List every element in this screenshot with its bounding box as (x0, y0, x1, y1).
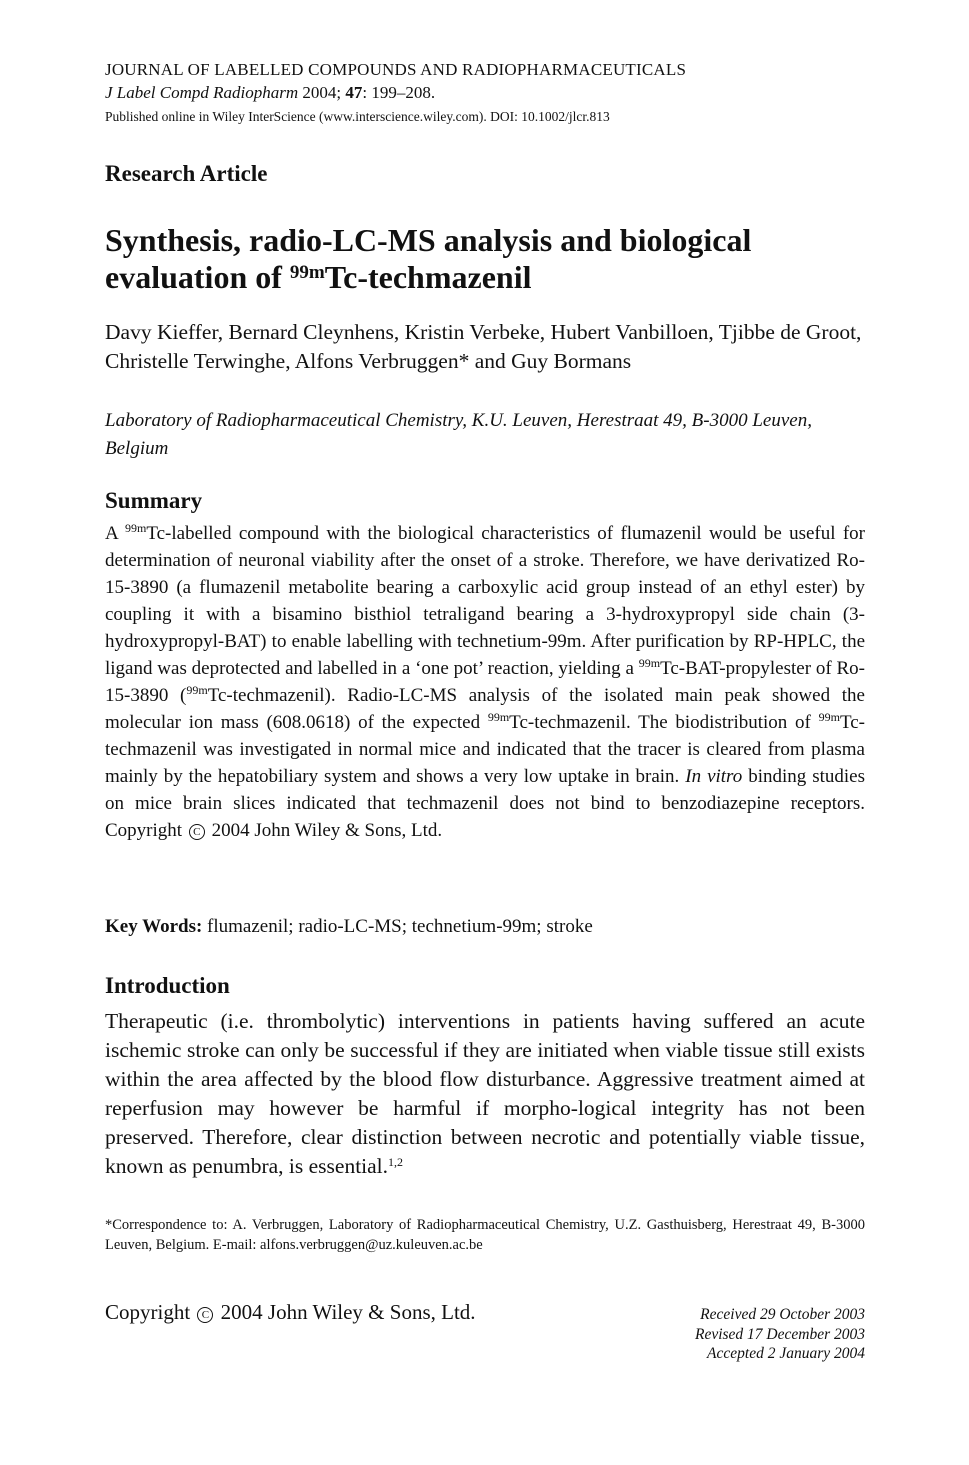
summary-run-1: A (105, 523, 125, 544)
summary-run-9: 2004 John Wiley & Sons, Ltd. (206, 820, 443, 841)
keywords-label: Key Words: (105, 916, 203, 937)
article-type: Research Article (105, 161, 268, 186)
introduction-body: Therapeutic (i.e. thrombolytic) interventions in patients having suffered an acute ischemic stroke can only be successful if they are initiated when viable tissue still exists within the area affected by the blood flow disturbance. Aggressive treatment aimed at reperfusion may however be harmful if morpho-logical integrity has not been preserved. Therefore, clear distinction between necrotic and potentially viable tissue, known as penumbra, is essential. (105, 1009, 865, 1178)
summary-sup-1: 99m (125, 521, 147, 535)
introduction-text (105, 1007, 865, 1181)
introduction-reference: 1,2 (388, 1155, 404, 1169)
keywords (105, 916, 593, 938)
summary-sup-3: 99m (186, 683, 208, 697)
footer-copyright (105, 1300, 476, 1325)
copyright-icon: C (197, 1307, 213, 1323)
title-part1: Synthesis, radio-LC-MS analysis and biological evaluation of (105, 222, 752, 295)
citation-year: 2004; (302, 83, 342, 102)
summary-italic-in-vitro: In vitro (685, 766, 743, 787)
copyright-icon: C (189, 824, 205, 840)
summary-sup-2: 99m (638, 656, 661, 670)
introduction-heading: Introduction (105, 973, 230, 998)
author-list: Davy Kieffer, Bernard Cleynhens, Kristin Verbeke, Hubert Vanbilloen, Tjibbe de Groot, Christelle Terwinghe, Alfons Verbruggen* and Guy Bormans (105, 320, 862, 373)
summary-sup-4: 99m (487, 710, 510, 724)
revised-date: Revised 17 December 2003 (694, 1325, 865, 1343)
citation-volume: 47 (345, 83, 363, 102)
citation-pages: : 199–208. (362, 83, 436, 102)
received-date: Received 29 October 2003 (700, 1306, 865, 1323)
journal-citation (105, 83, 435, 103)
journal-name: JOURNAL OF LABELLED COMPOUNDS AND RADIOPHARMACEUTICALS (105, 60, 687, 79)
summary-run-8: binding studies on mice brain slices indicated that techmazenil does not bind to benzodiazepine receptors. Copyright (105, 766, 865, 841)
published-online-line: Published online in Wiley InterScience (www.interscience.wiley.com). DOI: 10.1002/jlcr.813 (105, 109, 610, 124)
footer-copyright-post: 2004 John Wiley & Sons, Ltd. (215, 1300, 476, 1324)
article-title (105, 222, 865, 296)
title-part2: Tc-techmazenil (324, 259, 532, 295)
summary-run-6: Tc-techmazenil was investigated in normal mice and indicated that the tracer is cleared from plasma mainly by the hepatobiliary system and shows a very low uptake in brain. (105, 712, 865, 787)
footer-copyright-pre: Copyright (105, 1300, 196, 1324)
summary-run-3: Tc-BAT-propylester of Ro-15-3890 ( (105, 658, 865, 706)
title-superscript: 99m (289, 262, 325, 283)
accepted-date: Accepted 2 January 2004 (707, 1345, 865, 1362)
summary-run-5: Tc-techmazenil. The biodistribution of (509, 712, 819, 733)
summary-heading: Summary (105, 488, 203, 513)
submission-dates (695, 1305, 865, 1364)
summary-sup-5: 99m (818, 710, 840, 724)
summary-run-2: Tc-labelled compound with the biological characteristics of flumazenil would be useful for determination of neuronal viability after the onset of a stroke. Therefore, we have derivatized Ro-15-3890 (a flumazenil metabolite bearing a carboxylic acid group instead of an ethyl ester) by coupling it with a bisamino bisthiol tetraligand bearing a 3-hydroxypropyl side chain (3-hydroxypropyl-BAT) to enable labelling with technetium-99m. After purification by RP-HPLC, the ligand was deprotected and labelled in a ‘one pot’ reaction, yielding a (105, 523, 865, 679)
summary-text (105, 520, 865, 844)
correspondence-footnote: *Correspondence to: A. Verbruggen, Laboratory of Radiopharmaceutical Chemistry, U.Z. Gasthuisberg, Herestraat 49, B-3000 Leuven, Belgium. E-mail: alfons.verbruggen@uz.kuleuven.ac.be (105, 1217, 865, 1253)
summary-run-4: Tc-techmazenil). Radio-LC-MS analysis of the isolated main peak showed the molecular ion mass (608.0618) of the expected (105, 685, 865, 733)
affiliation: Laboratory of Radiopharmaceutical Chemistry, K.U. Leuven, Herestraat 49, B-3000 Leuven, Belgium (105, 410, 812, 459)
journal-abbrev: J Label Compd Radiopharm (105, 83, 299, 102)
keywords-text: flumazenil; radio-LC-MS; technetium-99m; stroke (202, 916, 593, 937)
